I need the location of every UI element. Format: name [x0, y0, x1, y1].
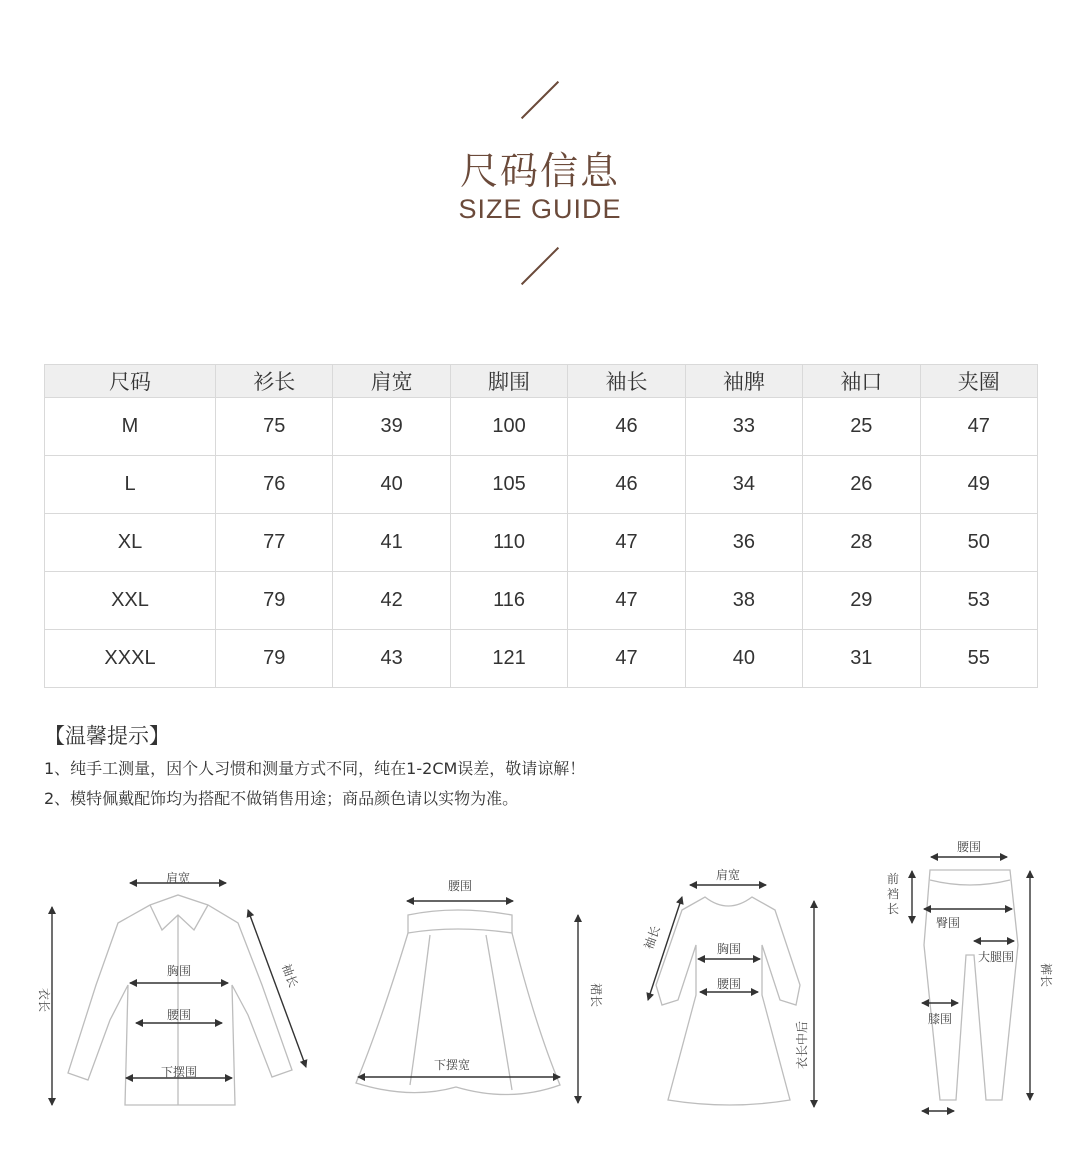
table-row: [45, 514, 1038, 572]
table-cell: 29: [803, 572, 920, 630]
table-cell: 40: [333, 456, 450, 514]
table-cell: 34: [685, 456, 802, 514]
dress-diagram: [641, 867, 814, 1107]
column-header: 肩宽: [333, 365, 450, 398]
table-cell: 47: [568, 630, 685, 688]
table-cell: 47: [920, 398, 1037, 456]
table-header-row: [45, 365, 1038, 398]
column-header: 袖长: [568, 365, 685, 398]
table-cell: 110: [450, 514, 567, 572]
dress-shoulder-label: 肩宽: [715, 868, 741, 882]
shirt-waist-label: 腰围: [166, 1008, 192, 1022]
table-cell: 49: [920, 456, 1037, 514]
pants-diagram: [887, 840, 1053, 1111]
pants-rise-label-2: 裆: [886, 887, 900, 901]
tips-heading: 【温馨提示】: [44, 724, 170, 748]
table-cell: 40: [685, 630, 802, 688]
pants-length-label: 裤长: [1039, 962, 1053, 988]
shirt-sleeve-label: 袖长: [279, 961, 301, 990]
table-cell: 46: [568, 456, 685, 514]
table-cell: 79: [216, 572, 333, 630]
pants-thigh-label: 大腿围: [977, 950, 1015, 964]
shirt-sleeve-line: [248, 910, 306, 1067]
table-cell: 46: [568, 398, 685, 456]
skirt-hem-label: 下摆宽: [433, 1058, 471, 1072]
shirt-hem-label: 下摆围: [160, 1065, 198, 1079]
table-row: [45, 572, 1038, 630]
table-cell: 121: [450, 630, 567, 688]
pants-waistband: [930, 880, 1010, 885]
table-cell: XL: [45, 514, 216, 572]
pants-rise-label-1: 前: [886, 872, 900, 886]
table-row: [45, 398, 1038, 456]
table-cell: M: [45, 398, 216, 456]
pants-knee-label: 膝围: [927, 1012, 953, 1026]
table-cell: 28: [803, 514, 920, 572]
page-title: 尺码信息: [459, 149, 620, 193]
pants-waist-label: 腰围: [956, 840, 982, 854]
table-cell: 105: [450, 456, 567, 514]
table-cell: 100: [450, 398, 567, 456]
shirt-collar: [150, 905, 208, 930]
table-cell: XXL: [45, 572, 216, 630]
pants-outline: [924, 870, 1018, 1100]
decor-slash-top: [521, 81, 559, 119]
table-cell: 47: [568, 514, 685, 572]
pants-rise-label-3: 长: [886, 902, 900, 916]
table-cell: 39: [333, 398, 450, 456]
table-cell: 47: [568, 572, 685, 630]
measurement-diagrams: [0, 835, 1080, 1125]
table-cell: XXXL: [45, 630, 216, 688]
decor-slash-bottom: [521, 247, 559, 285]
pants-hip-label: 臀围: [935, 916, 961, 930]
table-cell: 53: [920, 572, 1037, 630]
column-header: 袖脾: [685, 365, 802, 398]
table-cell: 26: [803, 456, 920, 514]
table-cell: 75: [216, 398, 333, 456]
table-cell: 33: [685, 398, 802, 456]
shirt-length-label: 衣长: [37, 987, 51, 1013]
dress-sleeve-label: 袖长: [641, 923, 663, 952]
table-row: [45, 456, 1038, 514]
tip-line: 1、纯手工测量，因个人习惯和测量方式不同，纯在1-2CM误差，敬请谅解！: [44, 759, 586, 778]
column-header: 脚围: [450, 365, 567, 398]
skirt-length-label: 裙长: [589, 982, 603, 1008]
dress-length-label: 衣长中后: [795, 1020, 809, 1070]
table-cell: 55: [920, 630, 1037, 688]
dress-outline: [656, 897, 800, 1105]
skirt-waistband: [408, 910, 512, 933]
shirt-diagram: [37, 870, 306, 1105]
shirt-chest-label: 胸围: [166, 964, 192, 978]
dress-chest-label: 胸围: [716, 942, 742, 956]
table-cell: 79: [216, 630, 333, 688]
column-header: 衫长: [216, 365, 333, 398]
table-cell: 31: [803, 630, 920, 688]
table-cell: 50: [920, 514, 1037, 572]
table-cell: 43: [333, 630, 450, 688]
column-header: 夹圈: [920, 365, 1037, 398]
table-cell: 41: [333, 514, 450, 572]
size-table: [44, 364, 1038, 688]
table-cell: L: [45, 456, 216, 514]
dress-waist-label: 腰围: [716, 977, 742, 991]
table-cell: 77: [216, 514, 333, 572]
shirt-shoulder-label: 肩宽: [165, 871, 191, 885]
page-subtitle: SIZE GUIDE: [458, 194, 622, 224]
table-cell: 76: [216, 456, 333, 514]
table-cell: 116: [450, 572, 567, 630]
skirt-waist-label: 腰围: [447, 879, 473, 893]
skirt-diagram: [356, 879, 603, 1103]
table-row: [45, 630, 1038, 688]
table-cell: 42: [333, 572, 450, 630]
table-cell: 38: [685, 572, 802, 630]
column-header: 尺码: [45, 365, 216, 398]
table-cell: 36: [685, 514, 802, 572]
tip-line: 2、模特佩戴配饰均为搭配不做销售用途；商品颜色请以实物为准。: [44, 789, 519, 808]
column-header: 袖口: [803, 365, 920, 398]
table-cell: 25: [803, 398, 920, 456]
